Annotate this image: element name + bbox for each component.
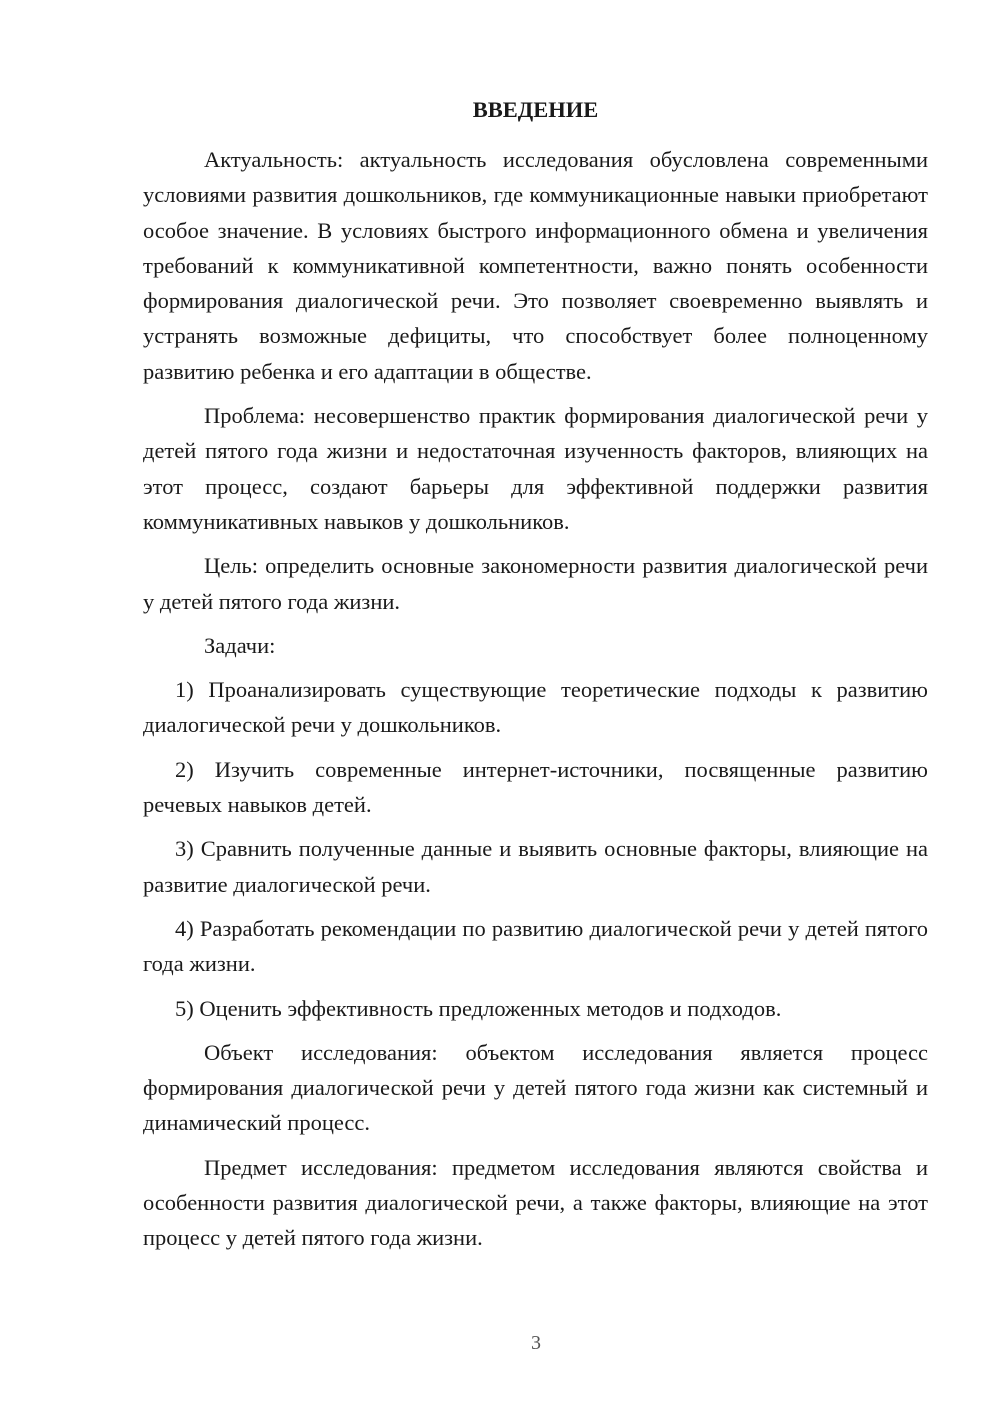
task-item-3: 3) Сравнить полученные данные и выявить основные факторы, влияющие на развитие диалогической речи.: [143, 836, 928, 897]
paragraph-goal: Цель: определить основные закономерности развития диалогической речи у детей пятого года жизни.: [143, 553, 928, 614]
section-title: ВВЕДЕНИЕ: [472, 97, 599, 122]
task-item-2: 2) Изучить современные интернет-источники, посвященные развитию речевых навыков детей.: [143, 756, 928, 818]
tasks-heading: Задачи:: [204, 632, 276, 658]
task-item-4: 4) Разработать рекомендации по развитию диалогической речи у детей пятого года жизни.: [143, 915, 928, 977]
task-item-1: 1) Проанализировать существующие теоретические подходы к развитию диалогической речи у дошкольников.: [143, 677, 928, 738]
page-number: 3: [531, 1332, 541, 1354]
task-item-5: 5) Оценить эффективность предложенных методов и подходов.: [175, 995, 782, 1021]
document-content: [143, 92, 928, 1265]
paragraph-object: Объект исследования: объектом исследования является процесс формирования диалогической речи у детей пятого года жизни как системный и динамический процесс.: [143, 1039, 928, 1136]
paragraph-relevance: Актуальность: актуальность исследования обусловлена современными условиями развития дошкольников, где коммуникационные навыки приобретают особое значение. В условиях быстрого информационного обмена и увеличения требований к коммуникативной компетентности, важно понять особенности формирования диалогической речи. Это позволяет своевременно выявлять и устранять возможные дефициты, что способствует более полноценному развитию ребенка и его адаптации в обществе.: [143, 147, 928, 384]
paragraph-subject: Предмет исследования: предметом исследования являются свойства и особенности развития диалогической речи, а также факторы, влияющие на этот процесс у детей пятого года жизни.: [143, 1154, 928, 1251]
paragraph-problem: Проблема: несовершенство практик формирования диалогической речи у детей пятого года жизни и недостаточная изученность факторов, влияющих на этот процесс, создают барьеры для эффективной поддержки развития коммуникативных навыков у дошкольников.: [143, 403, 928, 534]
